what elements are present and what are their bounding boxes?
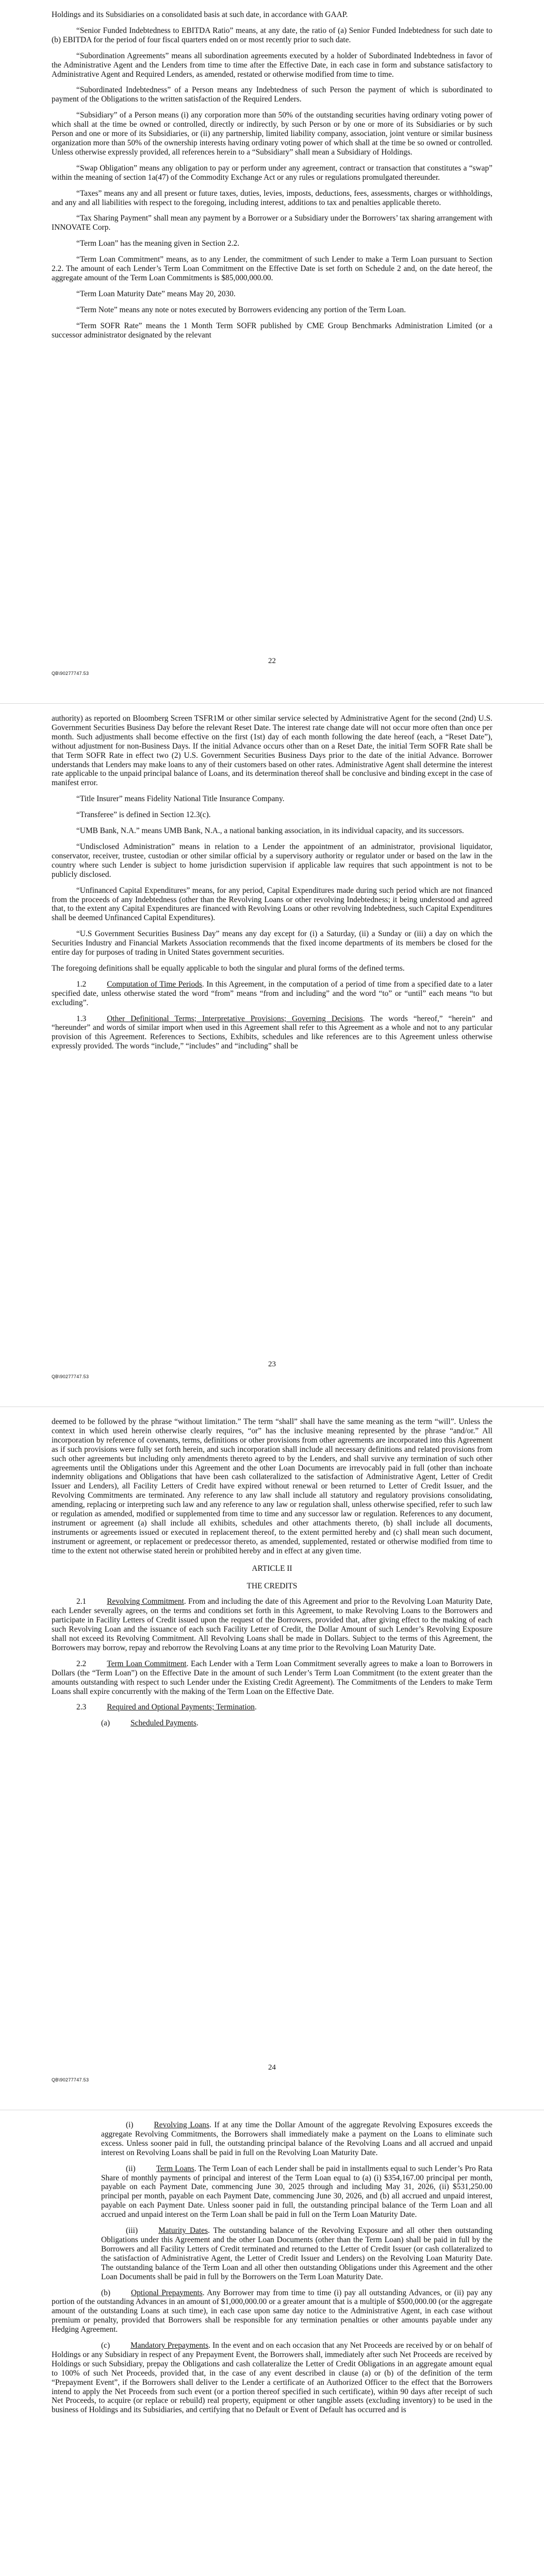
section-heading: Optional Prepayments <box>130 2288 203 2297</box>
section-number: (iii) <box>126 2226 138 2235</box>
paragraph-text: . Any Borrower may from time to time (i) pay all outstanding Advances, or (ii) pay any portion of the outstanding Advances in an amount of $1,000,000.00 or a greater amount that is a multiple of $500,000.00 (or the aggregate amount of the outstanding Loans at such time), in each case upon same day notice to the Administrative Agent, in each case without premium or penalty, provided that Borrowers shall be responsible for any termination penalties or other amounts payable under any Hedging Agreement. <box>52 2288 492 2334</box>
section-paragraph <box>52 2341 492 2415</box>
section-number: (a) <box>101 1719 110 1728</box>
article-heading <box>52 1564 492 1573</box>
section-paragraph <box>52 980 492 1008</box>
paragraph-text: deemed to be followed by the phrase “without limitation.” The term “shall” shall have the same meaning as the term “will”. Unless the context in which used herein otherwise clearly requires, “or” has the inclusive meaning represented by the phrase “and/or.” All incorporation by reference of covenants, terms, definitions or other provisions from other agreements are incorporated into this Agreement as if such provisions were fully set forth herein, and such incorporation shall include all necessary definitions and related provisions from such other agreements but including only amendments thereto agreed to by the Lenders, and shall survive any termination of such other agreements until the Obligations under this Agreement and the other Loan Documents are irrevocably paid in full (other than inchoate indemnity obligations and Obligations that have been cash collateralized to the satisfaction of Administrative Agent, Letter of Credit Issuer and Lenders), all Facility Letters of Credit have expired without renewal or been returned to Letter of Credit Issuer, and the Revolving Commitments are terminated. Any reference to any law shall include all statutory and regulatory provisions consolidating, amending, replacing or interpreting such law and any reference to any law or regulation shall, unless otherwise specified, refer to such law or regulation as amended, modified or supplemented from time to time and any successor law or regulation. References to any document, instrument or agreement (a) shall include all exhibits, schedules and other attachments thereto, (b) shall include all documents, instruments or agreements issued or executed in replacement thereof, to the extent permitted hereby and (c) shall mean such document, instrument or agreement, or replacement or predecessor thereto, as amended, supplemented, restated or otherwise modified from time to time to the extent not otherwise stated herein or prohibited hereby and in effect at any given time. <box>52 1417 492 1555</box>
paragraph <box>52 26 492 45</box>
section-paragraph <box>52 1719 492 1728</box>
paragraph <box>52 321 492 340</box>
paragraph <box>52 52 492 79</box>
paragraph-text: “Senior Funded Indebtedness to EBITDA Ratio” means, at any date, the ratio of (a) Senior Funded Indebtedness for such date to (b) EBITDA for the period of four fiscal quarters ended on or most recently prior to such date. <box>52 26 492 44</box>
page-body <box>52 714 492 1051</box>
section-paragraph <box>52 1703 492 1712</box>
paragraph <box>52 239 492 248</box>
paragraph <box>52 929 492 957</box>
paragraph-text: The foregoing definitions shall be equally applicable to both the singular and plural forms of the defined terms. <box>52 963 405 973</box>
paragraph-text: . From and including the date of this Agreement and prior to the Revolving Loan Maturity Date, each Lender severally agrees, on the terms and conditions set forth in this Agreement, to make Revolving Loans to the Borrowers and participate in Facility Letters of Credit issued upon the request of the Borrowers, provided that, after giving effect to the making of each such Revolving Loan and the issuance of each such Facility Letter of Credit, the Dollar Amount of such Lender’s Revolving Exposure shall not exceed its Revolving Commitment. All Revolving Loans shall be made in Dollars. Subject to the terms of this Agreement, the Borrowers may borrow, repay and reborrow the Revolving Loans at any time prior to the Revolving Loan Maturity Date. <box>52 1597 493 1652</box>
paragraph-text: ARTICLE II <box>252 1564 292 1573</box>
section-number: 2.3 <box>76 1703 87 1712</box>
section-number: 1.3 <box>76 1014 87 1023</box>
section-paragraph <box>52 2121 492 2158</box>
paragraph-text: “Swap Obligation” means any obligation to pay or perform under any agreement, contract or transaction that constitutes a “swap” within the meaning of section 1a(47) of the Commodity Exchange Act or any rules or regulations promulgated thereunder. <box>52 163 492 182</box>
section-heading: Scheduled Payments <box>130 1719 196 1728</box>
document-id: QB\90277747.53 <box>52 1374 89 1380</box>
page-number: 23 <box>268 1360 276 1369</box>
paragraph-text: THE CREDITS <box>246 1581 298 1590</box>
page-number: 22 <box>268 657 276 666</box>
document-id: QB\90277747.53 <box>52 2077 89 2083</box>
paragraph <box>52 886 492 923</box>
paragraph-text: . In this Agreement, in the computation of a period of time from a specified date to a later specified date, unless otherwise stated the word “from” means “from and including” and the word “to” or “until” each means “to but excluding”. <box>52 979 492 1007</box>
section-paragraph <box>52 1597 492 1652</box>
section-paragraph <box>52 1659 492 1697</box>
document-page <box>0 2110 544 2576</box>
paragraph-text: “Undisclosed Administration” means in relation to a Lender the appointment of an administrator, provisional liquidator, conservator, receiver, trustee, custodian or other similar official by a supervisory authority or regulator under or based on the law in the country where such Lender is subject to home jurisdiction supervision if applicable law requires that such appointment is not to be publicly disclosed. <box>52 842 492 879</box>
paragraph-text: . The outstanding balance of the Revolving Exposure and all other then outstanding Obligations under this Agreement and the other Loan Documents (other than the Term Loan) shall be paid in full by the Borrowers and all Facility Letters of Credit terminated and returned to the Letter of Credit Issuer (or cash collateralized to the satisfaction of Administrative Agent, the Letter of Credit Issuer and Lenders) on the Revolving Loan Maturity Date. The outstanding balance of the Term Loan and all other then outstanding Obligations under this Agreement and the other Loan Documents shall be paid in full by the Borrowers on the Term Loan Maturity Date. <box>101 2226 493 2281</box>
document-page <box>0 703 544 1406</box>
paragraph-text: “Term Loan Commitment” means, as to any Lender, the commitment of such Lender to make a Term Loan pursuant to Section 2.2. The amount of each Lender’s Term Loan Commitment on the Effective Date is set forth on Schedule 2 and, on the date hereof, the aggregate amount of the Term Loan Commitments is $85,000,000.00. <box>52 255 492 282</box>
document-page <box>0 1406 544 2110</box>
paragraph-text: . Each Lender with a Term Loan Commitment severally agrees to make a loan to Borrowers in Dollars (the “Term Loan”) on the Effective Date in the amount of such Lender’s Term Loan Commitment (to the extent greater than the amounts outstanding with respect to such Lender under the Existing Credit Agreement). The Commitments of the Lenders to make Term Loans shall expire concurrently with the making of the Term Loan on the Effective Date. <box>52 1659 492 1696</box>
section-number: 2.2 <box>76 1659 87 1668</box>
paragraph <box>52 214 492 232</box>
section-paragraph <box>52 2226 492 2281</box>
paragraph-text: “Term Note” means any note or notes executed by Borrowers evidencing any portion of the Term Loan. <box>76 305 406 314</box>
paragraph-text: “Title Insurer” means Fidelity National Title Insurance Company. <box>76 794 285 804</box>
document-id: QB\90277747.53 <box>52 671 89 676</box>
paragraph-text: . <box>254 1703 257 1712</box>
section-heading: Term Loans <box>156 2164 194 2173</box>
section-number: (b) <box>101 2288 110 2297</box>
paragraph <box>52 810 492 820</box>
paragraph-text: . If at any time the Dollar Amount of the aggregate Revolving Exposures exceeds the aggregate Revolving Commitments, the Borrowers shall immediately make a payment on the Loans to eliminate such excess. Unless sooner paid in full, the outstanding principal balance of the Revolving Loans and all accrued and unpaid interest on Revolving Loans shall be paid in full on the Revolving Loan Maturity Date. <box>101 2121 492 2157</box>
section-heading: Other Definitional Terms; Interpretative Provisions; Governing Decisions <box>107 1014 363 1023</box>
paragraph <box>52 189 492 208</box>
paragraph-text: “Term Loan Maturity Date” means May 20, 2030. <box>76 289 236 298</box>
section-number: 2.1 <box>76 1597 87 1606</box>
section-paragraph <box>52 1014 492 1052</box>
paragraph-text: . <box>196 1719 199 1728</box>
paragraph-text: “Subordinated Indebtedness” of a Person means any Indebtedness of such Person the payment of which is subordinated to payment of the Obligations to the written satisfaction of the Required Lenders. <box>52 86 492 104</box>
page-body <box>52 1417 492 1728</box>
paragraph-text: “Subsidiary” of a Person means (i) any corporation more than 50% of the outstanding securities having ordinary voting power of which shall at the time be owned or controlled, directly or indirectly, by such Person or by one or more of its Subsidiaries or by such Person and one or more of its Subsidiaries, or (ii) any partnership, limited liability company, association, joint venture or similar business organization more than 50% of the ownership interests having ordinary voting power of which shall at the time be so owned or controlled. Unless otherwise expressly provided, all references herein to a “Subsidiary” shall mean a Subsidiary of Holdings. <box>52 111 492 157</box>
paragraph-text: “Tax Sharing Payment” shall mean any payment by a Borrower or a Subsidiary under the Borrowers’ tax sharing arrangement with INNOVATE Corp. <box>52 214 492 232</box>
paragraph <box>52 826 492 836</box>
article-heading <box>52 1582 492 1591</box>
paragraph <box>52 1417 492 1556</box>
section-number: (i) <box>126 2121 134 2129</box>
paragraph <box>52 164 492 182</box>
paragraph <box>52 255 492 283</box>
paragraph <box>52 794 492 804</box>
paragraph-text: . The Term Loan of each Lender shall be paid in installments equal to such Lender’s Pro Rata Share of monthly payments of principal and interest of the Term Loan equal to (a) (i) $354,167.00 principal per month, payable on each Payment Date, commencing June 30, 2025 through and including May 31, 2026, (ii) $531,250.00 principal per month, payable on each Payment Date, commencing June 30, 2026, and (b) all accrued and unpaid interest, payable on each Payment Date. Unless sooner paid in full, the outstanding principal balance of the Term Loan and all accrued and unpaid interest on the Term Loan shall be paid in full on the Term Loan Maturity Date. <box>101 2164 492 2219</box>
section-paragraph <box>52 2164 492 2219</box>
section-number: (ii) <box>126 2164 136 2173</box>
page-body <box>52 2121 492 2415</box>
paragraph-text: “Term Loan” has the meaning given in Section 2.2. <box>76 239 240 248</box>
paragraph-text: “U.S Government Securities Business Day” means any day except for (i) a Saturday, (ii) a Sunday or (iii) a day on which the Securities Industry and Financial Markets Association recommends that the fixed income departments of its members be closed for the entire day for purposes of trading in United States government securities. <box>52 929 492 957</box>
paragraph <box>52 306 492 315</box>
section-number: 1.2 <box>76 979 87 989</box>
paragraph <box>52 290 492 299</box>
section-heading: Revolving Loans <box>154 2121 209 2129</box>
paragraph <box>52 842 492 879</box>
paragraph <box>52 714 492 788</box>
paragraph <box>52 86 492 104</box>
page-number: 24 <box>268 2063 276 2072</box>
paragraph-text: Holdings and its Subsidiaries on a consolidated basis at such date, in accordance with GAAP. <box>52 10 348 19</box>
paragraph-text: . The words “hereof,” “herein” and “hereunder” and words of similar import when used in this Agreement shall refer to this Agreement as a whole and not to any particular provision of this Agreement. References to Sections, Exhibits, schedules and like references are to this Agreement unless otherwise expressly provided. The words “include,” “includes” and “including” shall be <box>52 1014 493 1051</box>
paragraph <box>52 111 492 157</box>
page-body <box>52 10 492 340</box>
section-heading: Maturity Dates <box>158 2226 208 2235</box>
section-heading: Mandatory Prepayments <box>130 2341 209 2350</box>
paragraph-text: “UMB Bank, N.A.” means UMB Bank, N.A., a national banking association, in its individual capacity, and its successors. <box>76 826 464 836</box>
document-page <box>0 0 544 703</box>
paragraph-text: authority) as reported on Bloomberg Screen TSFR1M or other similar service selected by Administrative Agent for the second (2nd) U.S. Government Securities Business Day before the relevant Reset Date. The interest rate change date will not occur more often than once per month. Such adjustments shall become effective on the first (1st) day of each month following the date hereof (each, a “Reset Date”), without adjustment for non-Business Days. If the initial Advance occurs other than on a Reset Date, the initial Term SOFR Rate shall be that Term SOFR Rate in effect two (2) U.S. Government Securities Business Days prior to the date of the initial Advance. Borrower understands that Lenders may make loans to any of their customers based on other rates. Administrative Agent shall determine the interest rate applicable to the unpaid principal balance of Loans, and its determination thereof shall be conclusive and binding except in the case of manifest error. <box>52 714 492 788</box>
section-heading: Required and Optional Payments; Termination <box>107 1703 255 1712</box>
section-number: (c) <box>101 2341 110 2350</box>
section-heading: Computation of Time Periods <box>107 979 202 989</box>
paragraph-text: “Unfinanced Capital Expenditures” means, for any period, Capital Expenditures made during such period which are not financed from the proceeds of any Indebtedness (other than the Revolving Loans or other revolving Indebtedness; it being understood and agreed that, to the extent any Capital Expenditures are financed with Revolving Loans or other revolving Indebtedness, such Capital Expenditures shall be deemed Unfinanced Capital Expenditures). <box>52 886 492 923</box>
section-heading: Revolving Commitment <box>107 1597 184 1606</box>
paragraph-text: “Transferee” is defined in Section 12.3(c). <box>76 810 211 820</box>
paragraph-text: . In the event and on each occasion that any Net Proceeds are received by or on behalf of Holdings or any Subsidiary in respect of any Prepayment Event, the Borrowers shall, immediately after such Net Proceeds are received by Holdings or such Subsidiary, prepay the Obligations and cash collateralize the Letter of Credit Obligations in an aggregate amount equal to 100% of such Net Proceeds, provided that, in the case of any event described in clause (a) or (b) of the definition of the term “Prepayment Event”, if the Borrowers shall deliver to the Lender a certificate of an Authorized Officer to the effect that the Borrowers intend to apply the Net Proceeds from such event (or a portion thereof specified in such certificate), within 90 days after receipt of such Net Proceeds, to acquire (or replace or rebuild) real property, equipment or other tangible assets (excluding inventory) to be used in the business of Holdings and its Subsidiaries, and certifying that no Default or Event of Default has occurred and is <box>52 2341 492 2415</box>
paragraph <box>52 964 492 973</box>
paragraph-text: “Term SOFR Rate” means the 1 Month Term SOFR published by CME Group Benchmarks Administration Limited (or a successor administrator designated by the relevant <box>52 321 492 340</box>
paragraph-text: “Taxes” means any and all present or future taxes, duties, levies, imposts, deductions, fees, assessments, charges or withholdings, and any and all liabilities with respect to the foregoing, including interest, additions to tax and penalties applicable thereto. <box>52 189 492 207</box>
paragraph-text: “Subordination Agreements” means all subordination agreements executed by a holder of Subordinated Indebtedness in favor of the Administrative Agent and the Lenders from time to time after the Effective Date, in each case in form and substance satisfactory to Administrative Agent and Required Lenders, as amended, restated or otherwise modified from time to time. <box>52 51 492 79</box>
paragraph <box>52 10 492 20</box>
section-paragraph <box>52 2289 492 2335</box>
section-heading: Term Loan Commitment <box>107 1659 187 1668</box>
